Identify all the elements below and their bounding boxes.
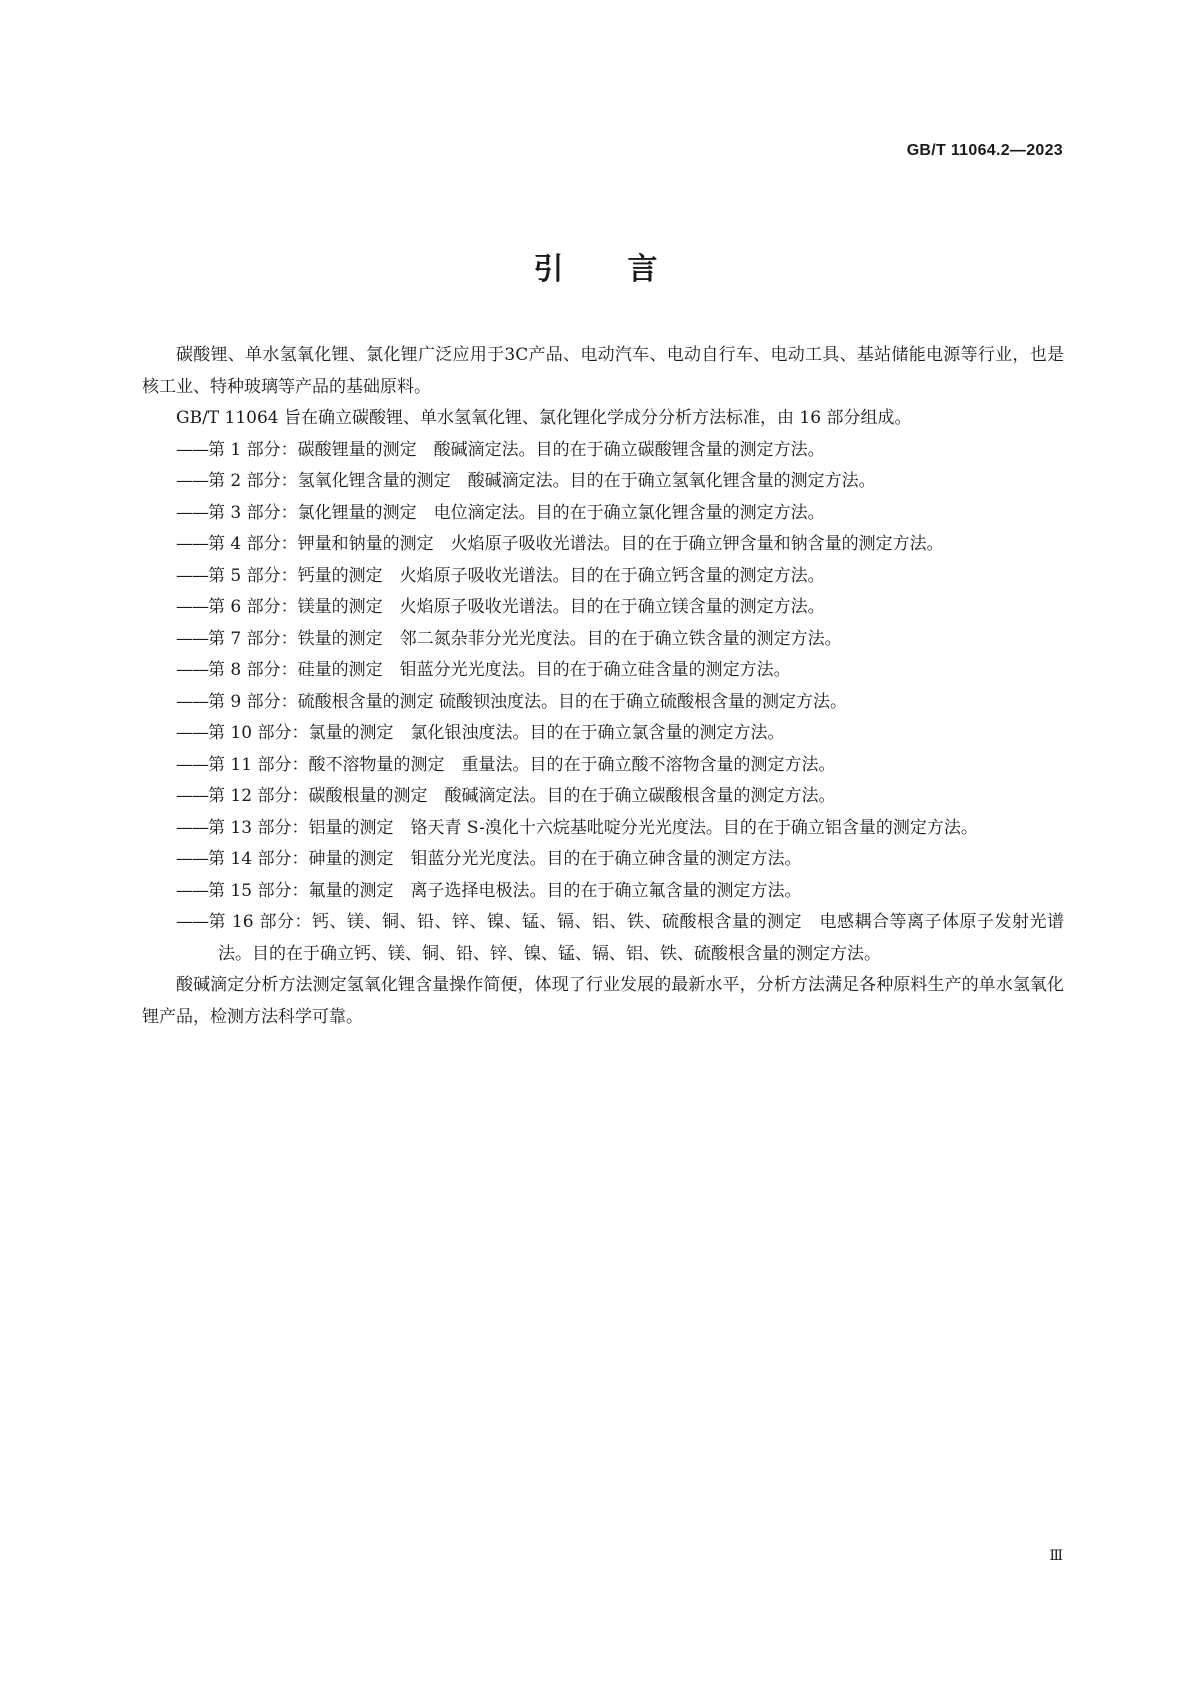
dash-marker: —— <box>176 628 208 649</box>
dash-marker: —— <box>176 912 208 932</box>
part-method: 火焰原子吸收光谱法。目的在于确立钙含量的测定方法。 <box>399 565 825 586</box>
part-method: 火焰原子吸收光谱法。目的在于确立钾含量和钠含量的测定方法。 <box>450 534 944 554</box>
dash-marker: —— <box>176 502 208 523</box>
part-method: 离子选择电极法。目的在于确立氟含量的测定方法。 <box>410 880 802 901</box>
list-item <box>142 844 1064 876</box>
part-title: 第 11 部分：酸不溶物量的测定 <box>208 754 445 775</box>
closing-paragraph: 酸碱滴定分析方法测定氢氧化锂含量操作简便，体现了行业发展的最新水平，分析方法满足各种原料生产的单水氢氧化锂产品，检测方法科学可靠。 <box>142 975 1064 1027</box>
part-method: 重量法。目的在于确立酸不溶物含量的测定方法。 <box>461 754 836 775</box>
part-title: 第 16 部分：钙、镁、铜、铅、锌、镍、锰、镉、铝、铁、硫酸根含量的测定 <box>208 912 802 932</box>
part-title: 第 13 部分：铝量的测定 <box>208 817 394 838</box>
page-number: Ⅲ <box>1049 1548 1063 1564</box>
intro-paragraph-2: GB/T 11064 旨在确立碳酸锂、单水氢氧化锂、氯化锂化学成分分析方法标准，由 16 部分组成。 <box>176 408 912 428</box>
dash-marker: —— <box>176 439 208 460</box>
dash-marker: —— <box>176 597 208 617</box>
parts-list <box>142 435 1064 971</box>
part-title: 第 10 部分：氯量的测定 <box>208 723 394 743</box>
list-item <box>142 624 1064 656</box>
part-method: 酸碱滴定法。目的在于确立碳酸锂含量的测定方法。 <box>433 439 825 460</box>
document-code: GB/T 11064.2—2023 <box>906 142 1063 159</box>
dash-marker: —— <box>176 534 208 554</box>
list-item <box>142 435 1064 467</box>
list-item <box>142 687 1064 719</box>
part-method: 钼蓝分光光度法。目的在于确立砷含量的测定方法。 <box>410 849 802 869</box>
list-item <box>142 466 1064 498</box>
part-title: 第 2 部分：氢氧化锂含量的测定 <box>208 471 451 491</box>
list-item <box>142 781 1064 813</box>
part-method: 电感耦合等离子体原子发射光谱法。目的在于确立钙、镁、铜、铅、锌、镍、锰、镉、铝、铁、硫酸根含量的测定方法。 <box>218 912 1064 964</box>
part-title: 第 12 部分：碳酸根量的测定 <box>208 786 428 806</box>
part-title: 第 8 部分：硅量的测定 <box>208 660 383 680</box>
list-item <box>142 561 1064 593</box>
part-title: 第 15 部分：氟量的测定 <box>208 880 394 901</box>
list-item <box>142 750 1064 782</box>
list-item <box>142 907 1064 970</box>
dash-marker: —— <box>176 723 208 743</box>
part-title: 第 9 部分：硫酸根含量的测定 <box>208 691 434 712</box>
page-title: 引言 <box>533 252 722 287</box>
part-method: 邻二氮杂菲分光光度法。目的在于确立铁含量的测定方法。 <box>399 628 842 649</box>
part-title: 第 4 部分：钾量和钠量的测定 <box>208 534 434 554</box>
part-method: 酸碱滴定法。目的在于确立碳酸根含量的测定方法。 <box>444 786 836 806</box>
dash-marker: —— <box>176 565 208 586</box>
part-method: 火焰原子吸收光谱法。目的在于确立镁含量的测定方法。 <box>399 597 825 617</box>
list-item <box>142 718 1064 750</box>
list-item <box>142 529 1064 561</box>
list-item <box>142 655 1064 687</box>
dash-marker: —— <box>176 691 208 712</box>
part-method: 钼蓝分光光度法。目的在于确立硅含量的测定方法。 <box>399 660 791 680</box>
dash-marker: —— <box>176 849 208 869</box>
part-title: 第 6 部分：镁量的测定 <box>208 597 383 617</box>
intro-paragraph-1: 碳酸锂、单水氢氧化锂、氯化锂广泛应用于3C产品、电动汽车、电动自行车、电动工具、基站储能电源等行业，也是核工业、特种玻璃等产品的基础原料。 <box>142 345 1064 397</box>
part-method: 酸碱滴定法。目的在于确立氢氧化锂含量的测定方法。 <box>467 471 876 491</box>
part-method: 氯化银浊度法。目的在于确立氯含量的测定方法。 <box>410 723 785 743</box>
part-title: 第 1 部分：碳酸锂量的测定 <box>208 439 417 460</box>
list-item <box>142 592 1064 624</box>
part-method: 铬天青 S-溴化十六烷基吡啶分光光度法。目的在于确立铝含量的测定方法。 <box>410 817 978 838</box>
dash-marker: —— <box>176 754 208 775</box>
list-item <box>142 813 1064 845</box>
part-title: 第 14 部分：砷量的测定 <box>208 849 394 869</box>
dash-marker: —— <box>176 471 208 491</box>
part-title: 第 7 部分：铁量的测定 <box>208 628 383 649</box>
dash-marker: —— <box>176 660 208 680</box>
part-method: 硫酸钡浊度法。目的在于确立硫酸根含量的测定方法。 <box>439 691 848 712</box>
list-item <box>142 498 1064 530</box>
dash-marker: —— <box>176 786 208 806</box>
dash-marker: —— <box>176 880 208 901</box>
part-method: 电位滴定法。目的在于确立氯化锂含量的测定方法。 <box>433 502 825 523</box>
part-title: 第 5 部分：钙量的测定 <box>208 565 383 586</box>
list-item <box>142 876 1064 908</box>
part-title: 第 3 部分：氯化锂量的测定 <box>208 502 417 523</box>
dash-marker: —— <box>176 817 208 838</box>
document-body <box>142 340 1064 1033</box>
